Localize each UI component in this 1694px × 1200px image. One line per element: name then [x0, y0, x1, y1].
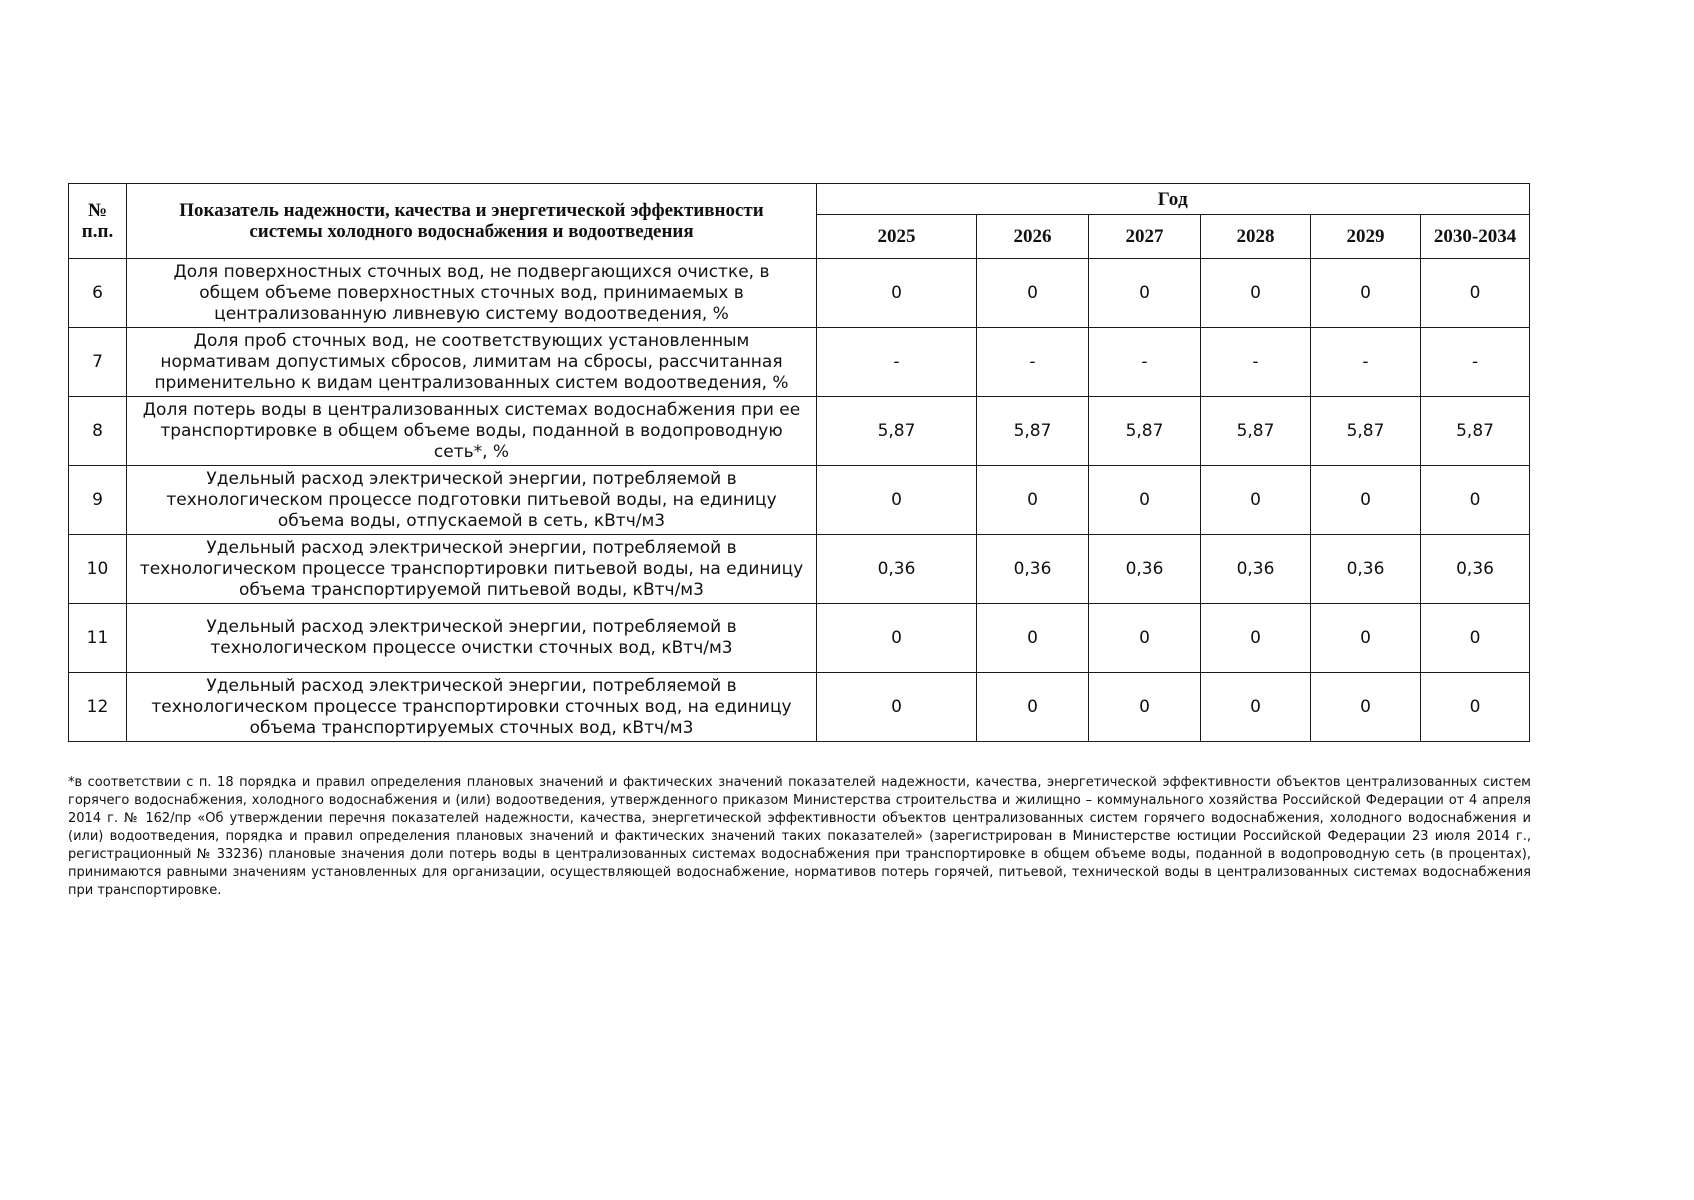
row-number: 8 [69, 397, 127, 466]
indicator-text-line: сеть*, % [433, 441, 510, 462]
value-cell: 5,87 [1311, 397, 1421, 466]
footnote: *в соответствии с п. 18 порядка и правил определения плановых значений и фактических значений показателей надежности, качества, энергетической эффективности объектов централизованных систем горячего водоснабжения, холодного водоснабжения и (или) водоотведения, утвержденного приказом Министерства строительства и жилищно – коммунального хозяйства Российской Федерации от 4 апреля 2014 г. № 162/пр «Об утверждении перечня показателей надежности, качества, энергетической эффективности объектов централизованных систем горячего водоснабжения, холодного водоснабжения и (или) водоотведения, порядка и правил определения плановых значений и фактических значений таких показателей» (зарегистрирован в Министерстве юстиции Российской Федерации 23 июля 2014 г., регистрационный № 33236) плановые значения доли потерь воды в централизованных системах водоснабжения при транспортировке в общем объеме воды, поданной в водопроводную сеть (в процентах), принимаются равными значениям установленных для организации, осуществляющей водоснабжение, нормативов потерь горячей, питьевой, технической воды в централизованных системах водоснабжения при транспортировке. [68, 775, 1531, 898]
indicator-text-line: технологическом процессе транспортировки сточных вод, на единицу [151, 696, 792, 717]
value-cell: 0 [1089, 673, 1201, 742]
table-header [69, 184, 1530, 259]
value-cell: 0 [1421, 466, 1530, 535]
row-number: 12 [69, 673, 127, 742]
table-row [69, 259, 1530, 328]
indicator-text-line: Доля потерь воды в централизованных системах водоснабжения при ее [142, 399, 801, 420]
indicator-text-line: Доля поверхностных сточных вод, не подвергающихся очистке, в [173, 261, 770, 282]
indicator-text-line: технологическом процессе транспортировки питьевой воды, на единицу [139, 558, 804, 579]
row-indicator [127, 673, 817, 742]
value-cell: 0 [1201, 673, 1311, 742]
value-cell: - [1201, 328, 1311, 397]
row-number: 7 [69, 328, 127, 397]
indicator-text-line: объема транспортируемых сточных вод, кВтч/м3 [249, 717, 694, 738]
header-year-group: Год [817, 184, 1530, 215]
value-cell: 5,87 [1421, 397, 1530, 466]
value-cell: 0 [1311, 259, 1421, 328]
indicators-table [68, 183, 1530, 742]
indicator-text-line: общем объеме поверхностных сточных вод, принимаемых в [199, 282, 744, 303]
row-number: 9 [69, 466, 127, 535]
value-cell: 5,87 [977, 397, 1089, 466]
indicator-text-line: объема транспортируемой питьевой воды, кВтч/м3 [239, 579, 704, 600]
indicator-text-line: транспортировке в общем объеме воды, поданной в водопроводную [160, 420, 783, 441]
value-cell: 0 [1201, 604, 1311, 673]
indicator-text-line: объема воды, отпускаемой в сеть, кВтч/м3 [277, 510, 666, 531]
value-cell: 0,36 [977, 535, 1089, 604]
indicator-text-line: Удельный расход электрической энергии, потребляемой в [206, 675, 737, 696]
value-cell: 0 [817, 673, 977, 742]
row-indicator [127, 328, 817, 397]
header-indicator-line1: Показатель надежности, качества и энергетической эффективности [179, 200, 764, 221]
value-cell: 5,87 [1201, 397, 1311, 466]
value-cell: 0,36 [1201, 535, 1311, 604]
header-year: 2028 [1201, 215, 1311, 259]
table-row [69, 535, 1530, 604]
value-cell: 5,87 [817, 397, 977, 466]
value-cell: 0 [1311, 466, 1421, 535]
value-cell: 5,87 [1089, 397, 1201, 466]
header-indicator [127, 184, 817, 259]
value-cell: 0 [817, 259, 977, 328]
value-cell: 0 [977, 673, 1089, 742]
value-cell: - [1311, 328, 1421, 397]
table-row [69, 673, 1530, 742]
value-cell: - [977, 328, 1089, 397]
value-cell: 0 [977, 259, 1089, 328]
value-cell: 0,36 [1421, 535, 1530, 604]
header-year: 2027 [1089, 215, 1201, 259]
value-cell: 0 [817, 466, 977, 535]
row-number: 11 [69, 604, 127, 673]
header-year: 2029 [1311, 215, 1421, 259]
indicator-text-line: Удельный расход электрической энергии, потребляемой в [206, 537, 737, 558]
indicator-text-line: применительно к видам централизованных систем водоотведения, % [154, 372, 789, 393]
value-cell: 0 [817, 604, 977, 673]
row-indicator [127, 466, 817, 535]
header-year: 2026 [977, 215, 1089, 259]
row-indicator [127, 535, 817, 604]
table-body [69, 259, 1530, 742]
value-cell: - [1089, 328, 1201, 397]
indicator-text-line: технологическом процессе подготовки питьевой воды, на единицу [166, 489, 777, 510]
header-indicator-line2: системы холодного водоснабжения и водоотведения [249, 221, 694, 242]
header-number [69, 184, 127, 259]
row-indicator [127, 259, 817, 328]
table-row [69, 466, 1530, 535]
indicator-text-line: Удельный расход электрической энергии, потребляемой в [206, 468, 737, 489]
value-cell: - [817, 328, 977, 397]
header-number-line2: п.п. [81, 221, 114, 242]
table-row [69, 397, 1530, 466]
row-number: 6 [69, 259, 127, 328]
value-cell: - [1421, 328, 1530, 397]
indicator-text-line: технологическом процессе очистки сточных вод, кВтч/м3 [210, 638, 733, 658]
indicator-text-line: централизованную ливневую систему водоотведения, % [214, 303, 729, 324]
indicator-text-line: нормативам допустимых сбросов, лимитам на сбросы, рассчитанная [160, 351, 783, 372]
value-cell: 0 [977, 604, 1089, 673]
value-cell: 0,36 [1089, 535, 1201, 604]
indicator-text-line: Удельный расход электрической энергии, потребляемой в [206, 617, 737, 637]
value-cell: 0 [1311, 673, 1421, 742]
value-cell: 0 [1201, 466, 1311, 535]
header-year: 2030-2034 [1421, 215, 1530, 259]
value-cell: 0,36 [1311, 535, 1421, 604]
table-row [69, 328, 1530, 397]
row-indicator [127, 604, 817, 673]
header-year: 2025 [817, 215, 977, 259]
value-cell: 0 [1421, 259, 1530, 328]
value-cell: 0 [1089, 604, 1201, 673]
value-cell: 0 [977, 466, 1089, 535]
value-cell: 0 [1421, 673, 1530, 742]
value-cell: 0 [1089, 466, 1201, 535]
value-cell: 0 [1089, 259, 1201, 328]
header-number-line1: № [87, 200, 108, 221]
value-cell: 0,36 [817, 535, 977, 604]
row-indicator [127, 397, 817, 466]
table-row [69, 604, 1530, 673]
value-cell: 0 [1311, 604, 1421, 673]
value-cell: 0 [1201, 259, 1311, 328]
row-number: 10 [69, 535, 127, 604]
indicator-text-line: Доля проб сточных вод, не соответствующих установленным [193, 330, 750, 351]
value-cell: 0 [1421, 604, 1530, 673]
